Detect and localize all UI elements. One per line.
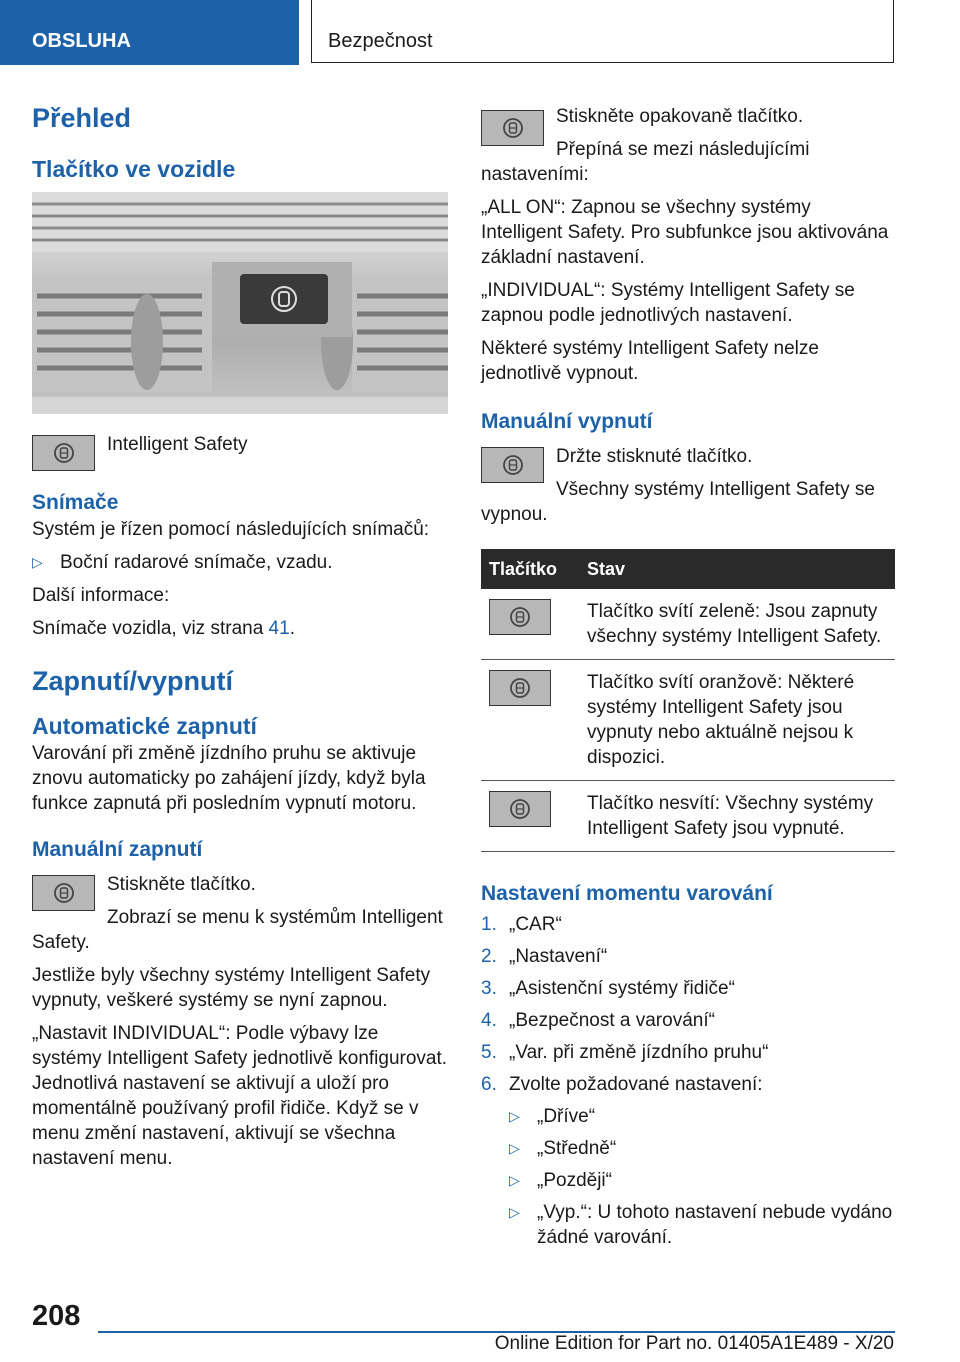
intelligent-safety-icon [502,117,524,139]
manual-off-step: Držte stisknuté tlačítko. [556,446,753,467]
list-item: ▷ „Dříve“ [509,1106,596,1127]
right-column [481,100,895,1250]
intelligent-safety-icon [509,677,531,699]
dashboard-photo [32,192,448,414]
intelligent-safety-button-image [489,599,551,635]
some-cannot-text: Některé systémy Intelligent Safety nelze jednotlivě vypnout. [481,338,819,384]
list-item: 2. „Nastavení“ [481,946,608,967]
triangle-bullet-icon: ▷ [509,1108,520,1124]
repeat-result: Přepíná se mezi následujícími nastaveními: [481,139,810,185]
intelligent-safety-icon [53,442,75,464]
page-link[interactable]: 41 [268,618,290,639]
auto-on-text: Varování při změně jízdního pruhu se aktivuje znovu automaticky po zahájení jízdy, když byla funkce zapnutá při posledním vypnutí motoru. [32,743,426,814]
intelligent-safety-button-image [489,670,551,706]
table-header-button: Tlačítko [481,549,579,589]
state-text: Tlačítko svítí oranžově: Některé systémy Intelligent Safety jsou vypnuty nebo aktuálně nejsou k dispozici. [579,660,895,781]
steps-list [481,912,895,1097]
manual-on-individual: „Nastavit INDIVIDUAL“: Podle výbavy lze systémy Intelligent Safety jednotlivě konfigurovat. Jednotlivá nastavení se aktivují a uloží pro momentálně používaný profil řidiče. Když se v menu změní nastavení, aktivují se všechna nastavení menu. [32,1023,448,1169]
intelligent-safety-button-image [489,791,551,827]
triangle-bullet-icon: ▷ [32,554,43,570]
triangle-bullet-icon: ▷ [509,1140,520,1156]
manual-on-step: Stiskněte tlačítko. [107,874,256,895]
intelligent-safety-button-image [481,447,544,483]
list-item: 1. „CAR“ [481,914,562,935]
table-header-state: Stav [579,549,895,589]
intelligent-safety-button-image [32,435,95,471]
chapter-tab [311,0,894,63]
list-item: ▷ „Vyp.“: U tohoto nastavení nebude vydáno žádné varování. [509,1202,893,1248]
options-list [481,1104,895,1250]
list-item: ▷ „Později“ [509,1170,612,1191]
list-item: 5. „Var. při změně jízdního pruhu“ [481,1042,769,1063]
heading-manual-off: Manuální vypnutí [481,410,653,433]
left-column [32,100,448,1179]
list-item: ▷ „Středně“ [509,1138,617,1159]
heading-manual-on: Manuální zapnutí [32,838,203,861]
footer-edition: Online Edition for Part no. 01405A1E489 - X/20 [494,1333,894,1354]
state-text: Tlačítko nesvítí: Všechny systémy Intelligent Safety jsou vypnuté. [579,781,895,852]
more-info-label: Další informace: [32,585,170,606]
triangle-bullet-icon: ▷ [509,1172,520,1188]
list-item [32,550,448,575]
repeat-step: Stiskněte opakovaně tlačítko. [556,106,804,127]
individual-text: „INDIVIDUAL“: Systémy Intelligent Safety se zapnou podle jednotlivých nastavení. [481,280,855,326]
intelligent-safety-icon [53,882,75,904]
table-row [481,781,895,852]
heading-auto-on: Automatické zapnutí [32,713,257,739]
intelligent-safety-icon [509,606,531,628]
table-header-row [481,549,895,589]
intelligent-safety-button-image [32,875,95,911]
page-number: 208 [32,1300,81,1332]
manual-on-result: Zobrazí se menu k systémům Intelligent Safety. [32,907,443,953]
chapter-title: Bezpečnost [328,30,433,52]
manual-on-note: Jestliže byly všechny systémy Intelligent Safety vypnuty, veškeré systémy se nyní zapnou. [32,965,431,1011]
sensors-bullet: Boční radarové snímače, vzadu. [60,552,333,573]
heading-sensors: Snímače [32,491,119,514]
all-on-text: „ALL ON“: Zapnou se všechny systémy Intelligent Safety. Pro subfunkce jsou aktivována základní nastavení. [481,197,889,268]
heading-on-off: Zapnutí/vypnutí [32,666,233,696]
intelligent-safety-icon [502,454,524,476]
button-state-table [481,549,895,852]
button-caption: Intelligent Safety [107,434,248,455]
heading-button-in-vehicle: Tlačítko ve vozidle [32,156,236,182]
list-item: 6. Zvolte požadované nastavení: [481,1074,763,1095]
intelligent-safety-button-image [481,110,544,146]
sensors-intro: Systém je řízen pomocí následujících snímačů: [32,519,430,540]
table-row [481,660,895,781]
section-tab [0,0,299,65]
intelligent-safety-icon [509,798,531,820]
list-item: 3. „Asistenční systémy řidiče“ [481,978,735,999]
table-row [481,589,895,660]
heading-overview: Přehled [32,103,132,133]
list-item: 4. „Bezpečnost a varování“ [481,1010,715,1031]
triangle-bullet-icon: ▷ [509,1204,520,1220]
heading-warning-time: Nastavení momentu varování [481,882,773,905]
section-title: OBSLUHA [32,30,131,52]
manual-off-result: Všechny systémy Intelligent Safety se vypnou. [481,479,875,525]
state-text: Tlačítko svítí zeleně: Jsou zapnuty všechny systémy Intelligent Safety. [579,589,895,660]
sensors-reference: Snímače vozidla, viz strana 41. [32,618,295,639]
